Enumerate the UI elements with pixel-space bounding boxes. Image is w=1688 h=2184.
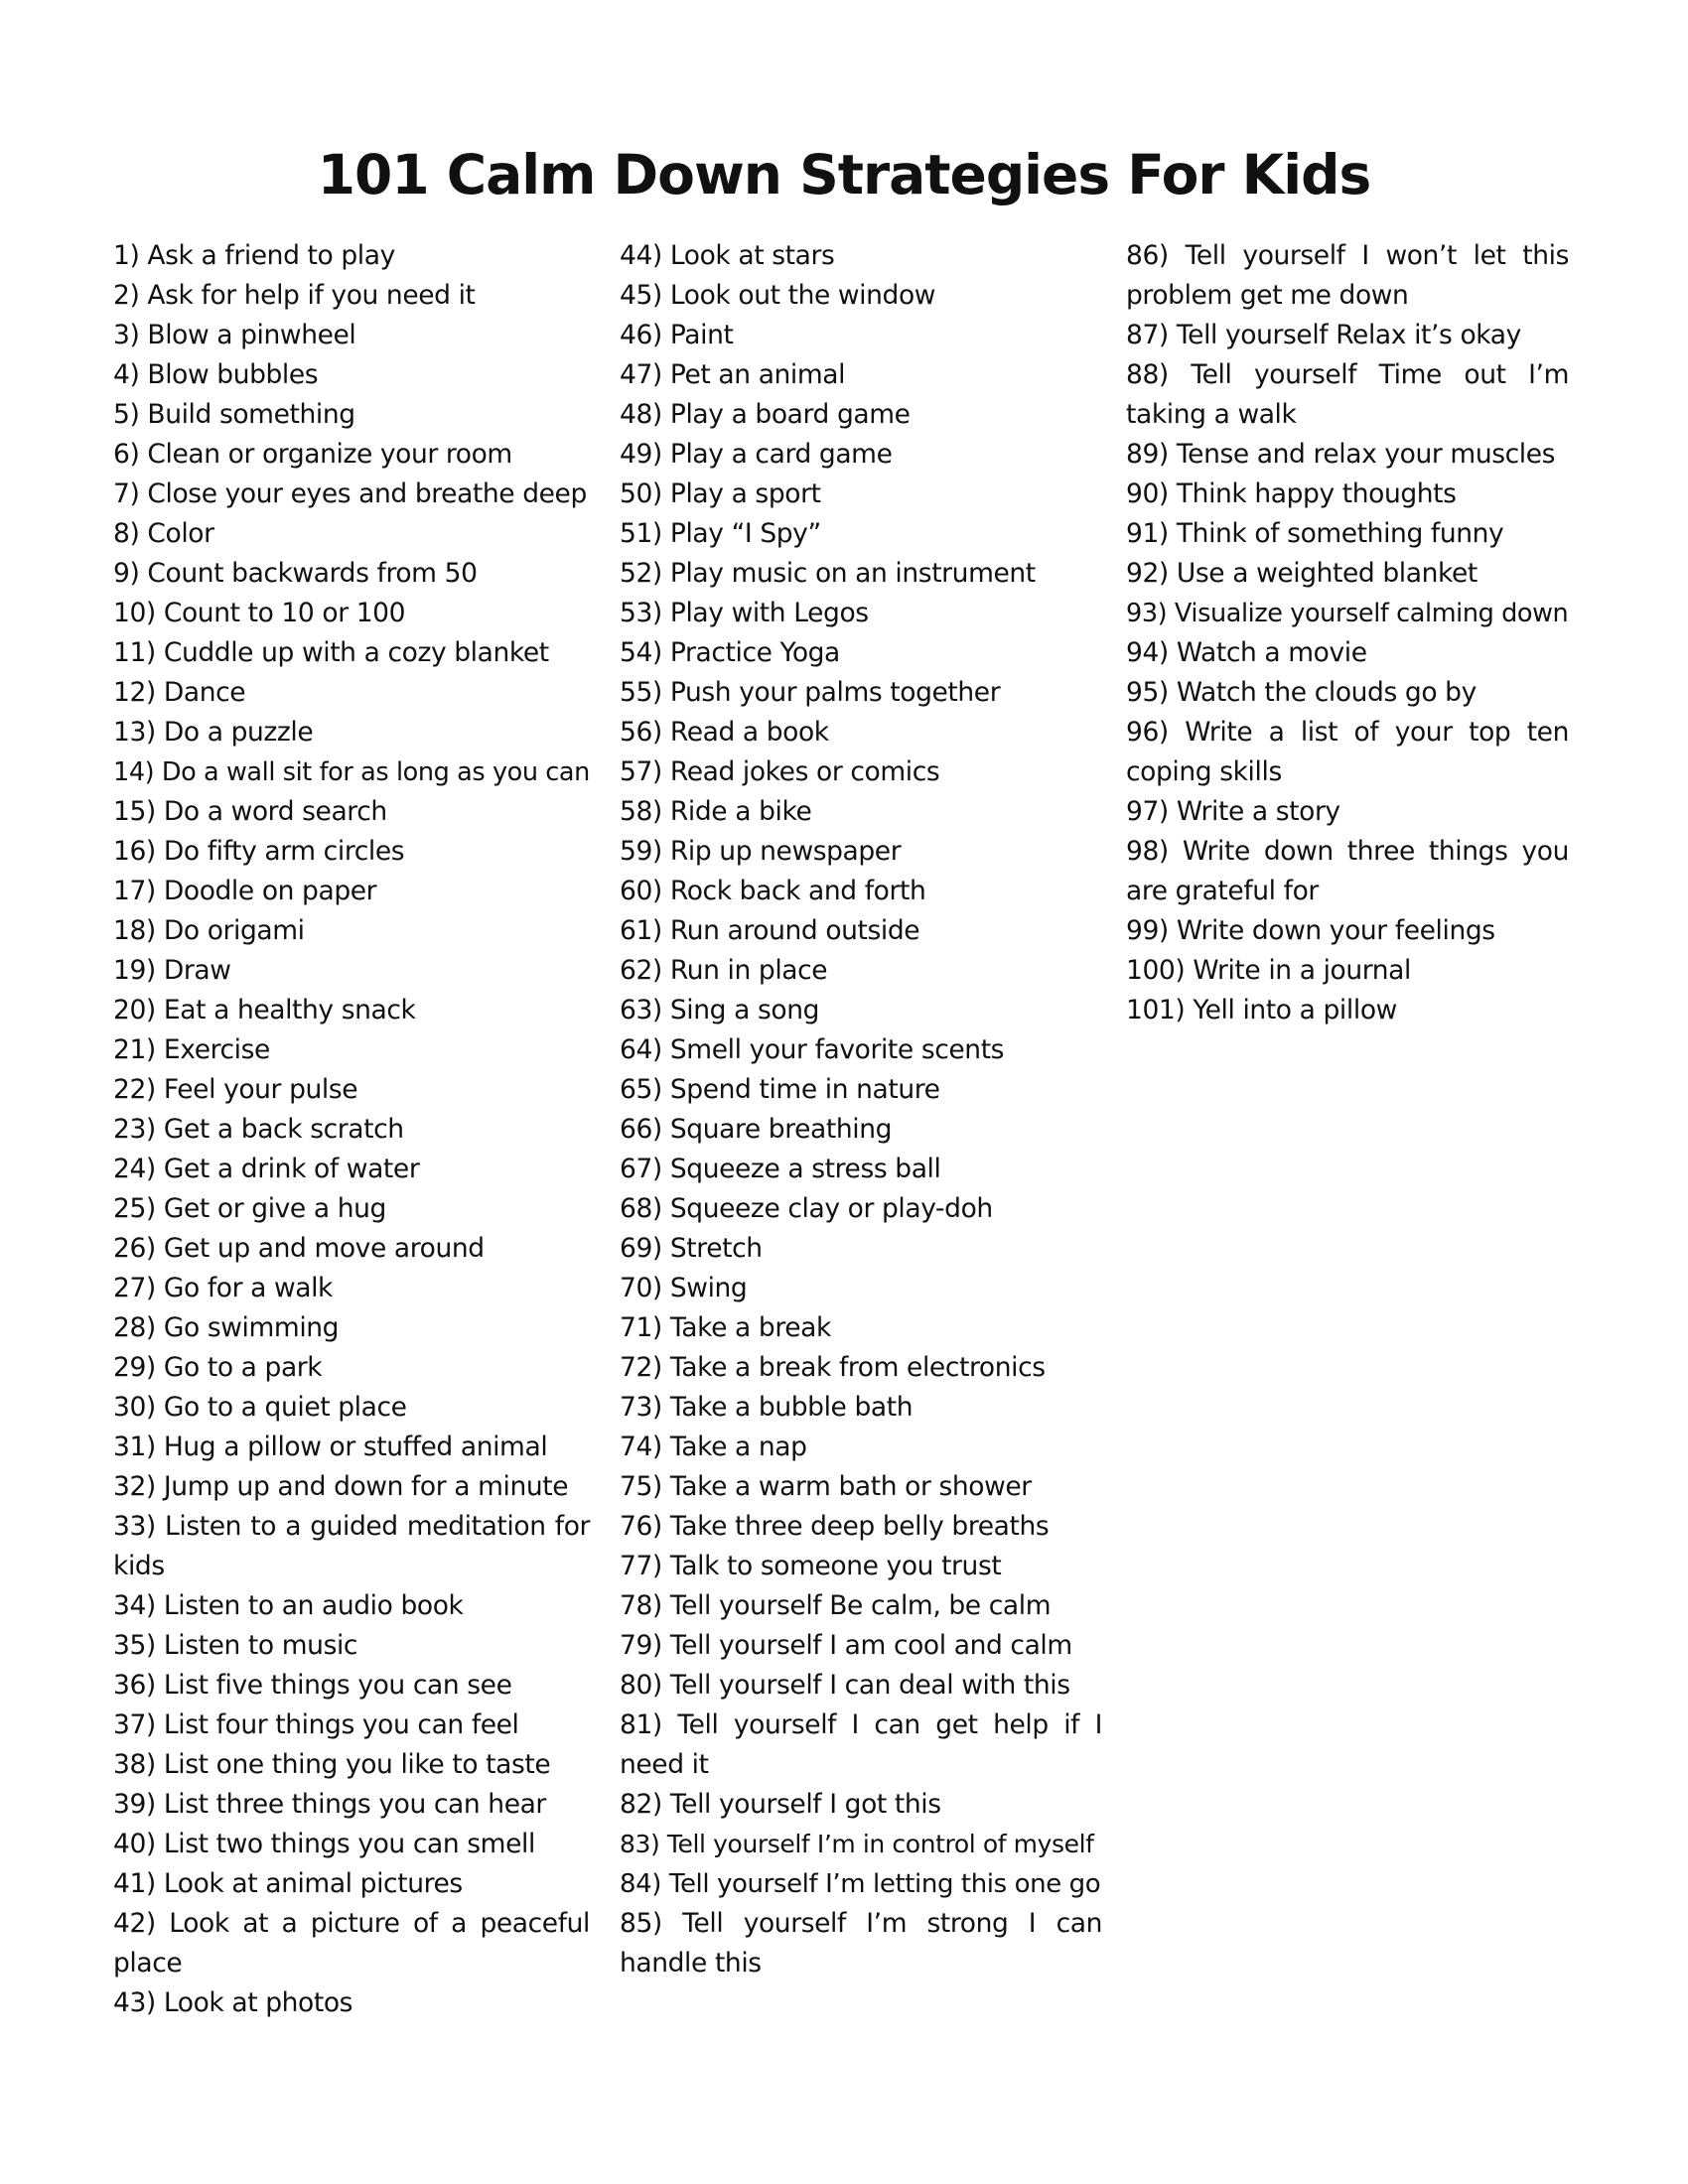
strategy-item: 15) Do a word search bbox=[113, 796, 387, 827]
strategy-item: 62) Run in place bbox=[620, 955, 828, 986]
strategy-item: 24) Get a drink of water bbox=[113, 1154, 420, 1184]
strategy-item: 79) Tell yourself I am cool and calm bbox=[620, 1630, 1072, 1661]
strategy-item: 5) Build something bbox=[113, 399, 355, 430]
strategy-item: 49) Play a card game bbox=[620, 439, 893, 470]
strategy-item: 68) Squeeze clay or play-doh bbox=[620, 1193, 993, 1224]
strategy-item: 75) Take a warm bath or shower bbox=[620, 1471, 1032, 1502]
strategy-item: 46) Paint bbox=[620, 320, 734, 350]
strategy-item: 55) Push your palms together bbox=[620, 677, 1001, 708]
strategy-item: 95) Watch the clouds go by bbox=[1126, 677, 1477, 708]
strategy-item: 31) Hug a pillow or stuffed animal bbox=[113, 1432, 548, 1462]
strategy-item: 13) Do a puzzle bbox=[113, 717, 314, 748]
strategy-item: 83) Tell yourself I’m in control of myself bbox=[620, 1830, 1094, 1858]
strategy-item: 20) Eat a healthy snack bbox=[113, 995, 416, 1025]
strategy-item: 21) Exercise bbox=[113, 1034, 270, 1065]
strategy-item: 80) Tell yourself I can deal with this bbox=[620, 1670, 1070, 1701]
strategy-item: 90) Think happy thoughts bbox=[1126, 478, 1457, 509]
strategy-item: 6) Clean or organize your room bbox=[113, 439, 512, 470]
strategy-item: 65) Spend time in nature bbox=[620, 1074, 940, 1105]
strategy-item: 85) Tell yourself I’m strong I can handle this bbox=[620, 1908, 1102, 1979]
strategy-item: 91) Think of something funny bbox=[1126, 518, 1504, 549]
strategy-item: 57) Read jokes or comics bbox=[620, 756, 940, 787]
strategy-item: 3) Blow a pinwheel bbox=[113, 320, 356, 350]
strategy-item: 93) Visualize yourself calming down bbox=[1126, 599, 1569, 628]
strategy-item: 59) Rip up newspaper bbox=[620, 836, 902, 867]
strategy-item: 69) Stretch bbox=[620, 1233, 763, 1264]
strategy-item: 37) List four things you can feel bbox=[113, 1709, 519, 1740]
strategy-item: 41) Look at animal pictures bbox=[113, 1868, 463, 1899]
strategy-item: 25) Get or give a hug bbox=[113, 1193, 386, 1224]
strategy-item: 51) Play “I Spy” bbox=[620, 518, 821, 549]
strategy-list-column-3 bbox=[1126, 236, 1569, 1030]
strategy-item: 45) Look out the window bbox=[620, 280, 936, 311]
strategy-item: 60) Rock back and forth bbox=[620, 876, 926, 906]
strategy-item: 72) Take a break from electronics bbox=[620, 1352, 1046, 1383]
strategy-item: 43) Look at photos bbox=[113, 1987, 353, 2018]
strategy-item: 14) Do a wall sit for as long as you can bbox=[113, 757, 590, 787]
strategy-item: 32) Jump up and down for a minute bbox=[113, 1471, 569, 1502]
strategy-item: 89) Tense and relax your muscles bbox=[1126, 439, 1556, 470]
strategy-item: 52) Play music on an instrument bbox=[620, 558, 1036, 589]
strategy-item: 1) Ask a friend to play bbox=[113, 240, 395, 271]
strategy-item: 28) Go swimming bbox=[113, 1312, 340, 1343]
strategy-item: 26) Get up and move around bbox=[113, 1233, 485, 1264]
strategy-item: 33) Listen to a guided meditation for kids bbox=[113, 1511, 590, 1581]
strategy-item: 47) Pet an animal bbox=[620, 359, 846, 390]
strategy-item: 78) Tell yourself Be calm, be calm bbox=[620, 1590, 1052, 1621]
strategy-item: 97) Write a story bbox=[1126, 796, 1340, 827]
strategy-item: 9) Count backwards from 50 bbox=[113, 558, 478, 589]
strategy-item: 27) Go for a walk bbox=[113, 1273, 333, 1303]
strategy-item: 53) Play with Legos bbox=[620, 598, 869, 628]
page-title: 101 Calm Down Strategies For Kids bbox=[317, 143, 1371, 206]
strategy-item: 76) Take three deep belly breaths bbox=[620, 1511, 1050, 1542]
strategy-item: 12) Dance bbox=[113, 677, 246, 708]
strategy-item: 99) Write down your feelings bbox=[1126, 915, 1495, 946]
strategy-item: 67) Squeeze a stress ball bbox=[620, 1154, 941, 1184]
strategy-item: 58) Ride a bike bbox=[620, 796, 812, 827]
strategy-item: 22) Feel your pulse bbox=[113, 1074, 358, 1105]
strategy-item: 17) Doodle on paper bbox=[113, 876, 377, 906]
strategy-item: 44) Look at stars bbox=[620, 240, 835, 271]
strategy-item: 23) Get a back scratch bbox=[113, 1114, 404, 1145]
strategy-item: 87) Tell yourself Relax it’s okay bbox=[1126, 320, 1521, 350]
strategy-item: 77) Talk to someone you trust bbox=[620, 1551, 1002, 1581]
strategy-item: 88) Tell yourself Time out I’m taking a walk bbox=[1126, 359, 1569, 430]
strategy-item: 40) List two things you can smell bbox=[113, 1829, 535, 1859]
strategy-item: 71) Take a break bbox=[620, 1312, 831, 1343]
strategy-list-column-2 bbox=[620, 236, 1102, 1983]
strategy-item: 56) Read a book bbox=[620, 717, 829, 748]
strategy-item: 38) List one thing you like to taste bbox=[113, 1749, 551, 1780]
strategy-item: 29) Go to a park bbox=[113, 1352, 323, 1383]
strategy-item: 84) Tell yourself I’m letting this one go bbox=[620, 1869, 1101, 1899]
strategy-item: 36) List five things you can see bbox=[113, 1670, 512, 1701]
strategy-item: 61) Run around outside bbox=[620, 915, 920, 946]
strategy-item: 82) Tell yourself I got this bbox=[620, 1789, 941, 1820]
strategy-item: 48) Play a board game bbox=[620, 399, 911, 430]
strategy-item: 8) Color bbox=[113, 518, 214, 549]
strategy-item: 101) Yell into a pillow bbox=[1126, 995, 1397, 1025]
strategy-item: 100) Write in a journal bbox=[1126, 955, 1411, 986]
strategy-item: 64) Smell your favorite scents bbox=[620, 1034, 1005, 1065]
strategy-item: 42) Look at a picture of a peaceful place bbox=[113, 1908, 590, 1979]
strategy-item: 2) Ask for help if you need it bbox=[113, 280, 476, 311]
strategy-item: 94) Watch a movie bbox=[1126, 637, 1367, 668]
strategy-item: 86) Tell yourself I won’t let this problem get me down bbox=[1126, 240, 1569, 311]
strategy-item: 34) Listen to an audio book bbox=[113, 1590, 464, 1621]
strategy-item: 54) Practice Yoga bbox=[620, 637, 840, 668]
strategy-item: 4) Blow bubbles bbox=[113, 359, 319, 390]
strategy-item: 73) Take a bubble bath bbox=[620, 1392, 914, 1423]
strategy-item: 66) Square breathing bbox=[620, 1114, 893, 1145]
strategy-item: 16) Do fifty arm circles bbox=[113, 836, 405, 867]
strategy-item: 18) Do origami bbox=[113, 915, 305, 946]
strategy-item: 7) Close your eyes and breathe deep bbox=[113, 478, 587, 509]
strategy-item: 70) Swing bbox=[620, 1273, 748, 1303]
strategy-item: 19) Draw bbox=[113, 955, 231, 986]
strategy-item: 63) Sing a song bbox=[620, 995, 820, 1025]
strategy-item: 81) Tell yourself I can get help if I need it bbox=[620, 1709, 1102, 1780]
strategy-item: 39) List three things you can hear bbox=[113, 1789, 546, 1820]
strategy-item: 10) Count to 10 or 100 bbox=[113, 598, 406, 628]
strategy-item: 11) Cuddle up with a cozy blanket bbox=[113, 637, 549, 668]
strategy-item: 30) Go to a quiet place bbox=[113, 1392, 407, 1423]
strategy-item: 98) Write down three things you are grateful for bbox=[1126, 836, 1569, 906]
strategy-item: 74) Take a nap bbox=[620, 1432, 807, 1462]
strategy-item: 92) Use a weighted blanket bbox=[1126, 558, 1477, 589]
strategy-item: 35) Listen to music bbox=[113, 1630, 358, 1661]
strategy-item: 96) Write a list of your top ten coping skills bbox=[1126, 717, 1569, 787]
strategy-item: 50) Play a sport bbox=[620, 478, 821, 509]
strategy-list-column-1 bbox=[113, 236, 590, 2023]
